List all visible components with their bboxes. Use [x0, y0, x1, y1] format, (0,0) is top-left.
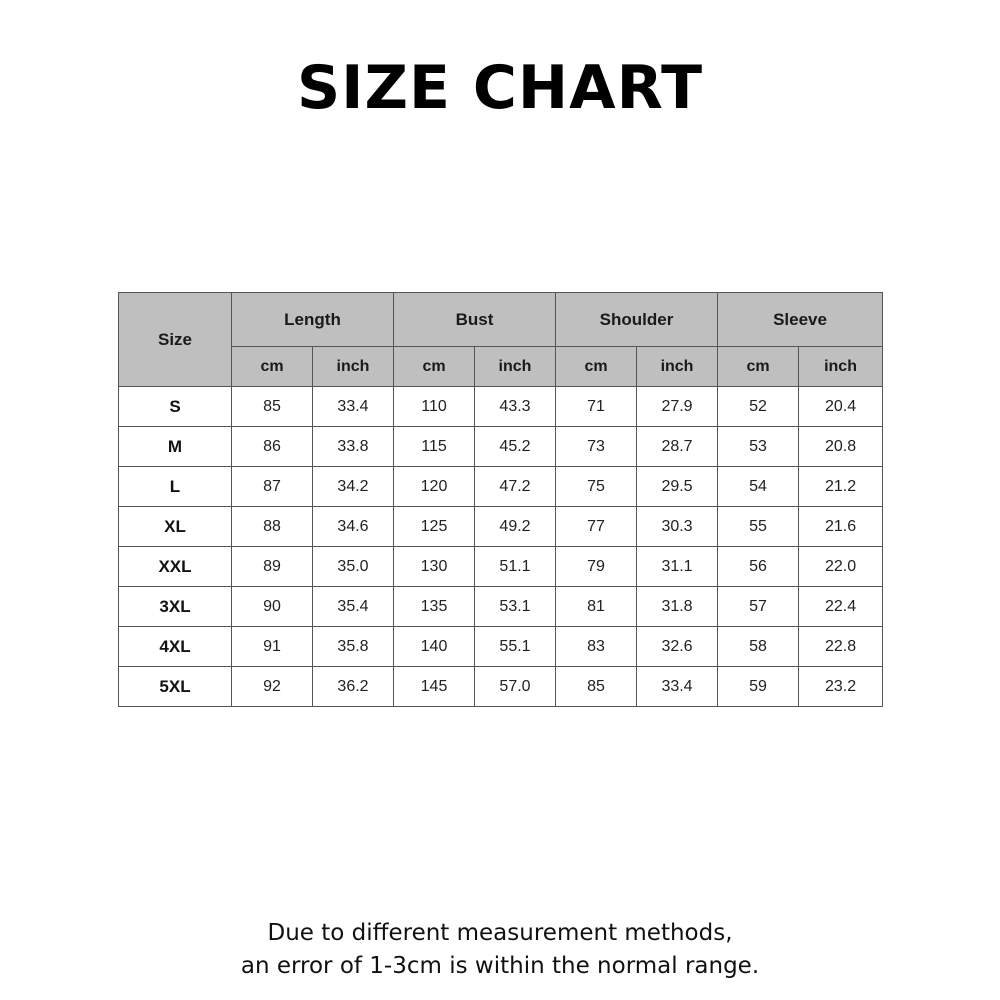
measurement-cell: 33.8 [313, 427, 394, 467]
table-row [119, 467, 883, 507]
unit-header: cm [232, 347, 313, 387]
measurement-cell: 30.3 [637, 507, 718, 547]
bust-group-header: Bust [394, 293, 556, 347]
measurement-cell: 53 [718, 427, 799, 467]
measurement-cell: 52 [718, 387, 799, 427]
measurement-cell: 120 [394, 467, 475, 507]
note-line-2: an error of 1-3cm is within the normal range. [240, 953, 760, 979]
measurement-cell: 47.2 [475, 467, 556, 507]
size-label-cell: 4XL [119, 627, 232, 667]
measurement-cell: 57 [718, 587, 799, 627]
table-row [119, 507, 883, 547]
unit-header: inch [475, 347, 556, 387]
measurement-cell: 92 [232, 667, 313, 707]
unit-header: cm [394, 347, 475, 387]
measurement-cell: 73 [556, 427, 637, 467]
measurement-cell: 88 [232, 507, 313, 547]
size-label-cell: 5XL [119, 667, 232, 707]
size-label-cell: M [119, 427, 232, 467]
measurement-cell: 34.6 [313, 507, 394, 547]
measurement-cell: 22.0 [799, 547, 883, 587]
size-label-cell: XL [119, 507, 232, 547]
measurement-cell: 110 [394, 387, 475, 427]
sleeve-group-header: Sleeve [718, 293, 883, 347]
measurement-cell: 140 [394, 627, 475, 667]
measurement-cell: 27.9 [637, 387, 718, 427]
measurement-cell: 43.3 [475, 387, 556, 427]
measurement-cell: 91 [232, 627, 313, 667]
measurement-cell: 53.1 [475, 587, 556, 627]
page-title: SIZE CHART [296, 53, 704, 123]
measurement-cell: 71 [556, 387, 637, 427]
measurement-cell: 28.7 [637, 427, 718, 467]
size-label-cell: 3XL [119, 587, 232, 627]
measurement-cell: 54 [718, 467, 799, 507]
unit-header: inch [799, 347, 883, 387]
measurement-cell: 31.1 [637, 547, 718, 587]
unit-header: inch [313, 347, 394, 387]
size-label-cell: L [119, 467, 232, 507]
measurement-cell: 125 [394, 507, 475, 547]
unit-header: cm [556, 347, 637, 387]
measurement-cell: 75 [556, 467, 637, 507]
table-row [119, 427, 883, 467]
table-row [119, 667, 883, 707]
measurement-cell: 83 [556, 627, 637, 667]
measurement-cell: 56 [718, 547, 799, 587]
measurement-cell: 115 [394, 427, 475, 467]
measurement-cell: 35.4 [313, 587, 394, 627]
shoulder-group-header: Shoulder [556, 293, 718, 347]
measurement-cell: 85 [556, 667, 637, 707]
measurement-cell: 86 [232, 427, 313, 467]
measurement-cell: 58 [718, 627, 799, 667]
length-group-header: Length [232, 293, 394, 347]
measurement-cell: 22.4 [799, 587, 883, 627]
measurement-cell: 51.1 [475, 547, 556, 587]
measurement-cell: 55 [718, 507, 799, 547]
measurement-cell: 55.1 [475, 627, 556, 667]
measurement-note [0, 917, 1000, 983]
measurement-cell: 85 [232, 387, 313, 427]
measurement-cell: 35.8 [313, 627, 394, 667]
measurement-cell: 22.8 [799, 627, 883, 667]
measurement-cell: 79 [556, 547, 637, 587]
measurement-cell: 130 [394, 547, 475, 587]
note-line-1: Due to different measurement methods, [267, 920, 733, 946]
table-body [119, 387, 883, 707]
measurement-cell: 29.5 [637, 467, 718, 507]
measurement-cell: 49.2 [475, 507, 556, 547]
size-label-cell: S [119, 387, 232, 427]
measurement-cell: 77 [556, 507, 637, 547]
measurement-cell: 33.4 [637, 667, 718, 707]
table-row [119, 587, 883, 627]
unit-header: inch [637, 347, 718, 387]
measurement-cell: 135 [394, 587, 475, 627]
table-row [119, 547, 883, 587]
measurement-cell: 81 [556, 587, 637, 627]
measurement-cell: 21.2 [799, 467, 883, 507]
header-unit-row [119, 347, 883, 387]
measurement-cell: 36.2 [313, 667, 394, 707]
measurement-cell: 35.0 [313, 547, 394, 587]
table-row [119, 627, 883, 667]
measurement-cell: 32.6 [637, 627, 718, 667]
measurement-cell: 34.2 [313, 467, 394, 507]
size-column-header: Size [119, 293, 232, 387]
measurement-cell: 87 [232, 467, 313, 507]
measurement-cell: 45.2 [475, 427, 556, 467]
table-row [119, 387, 883, 427]
unit-header: cm [718, 347, 799, 387]
measurement-cell: 33.4 [313, 387, 394, 427]
measurement-cell: 89 [232, 547, 313, 587]
measurement-cell: 20.8 [799, 427, 883, 467]
measurement-cell: 145 [394, 667, 475, 707]
measurement-cell: 20.4 [799, 387, 883, 427]
measurement-cell: 90 [232, 587, 313, 627]
measurement-cell: 59 [718, 667, 799, 707]
header-group-row [119, 293, 883, 347]
measurement-cell: 21.6 [799, 507, 883, 547]
measurement-cell: 57.0 [475, 667, 556, 707]
size-chart-table [118, 292, 883, 707]
table-header [119, 293, 883, 387]
measurement-cell: 23.2 [799, 667, 883, 707]
measurement-cell: 31.8 [637, 587, 718, 627]
size-label-cell: XXL [119, 547, 232, 587]
